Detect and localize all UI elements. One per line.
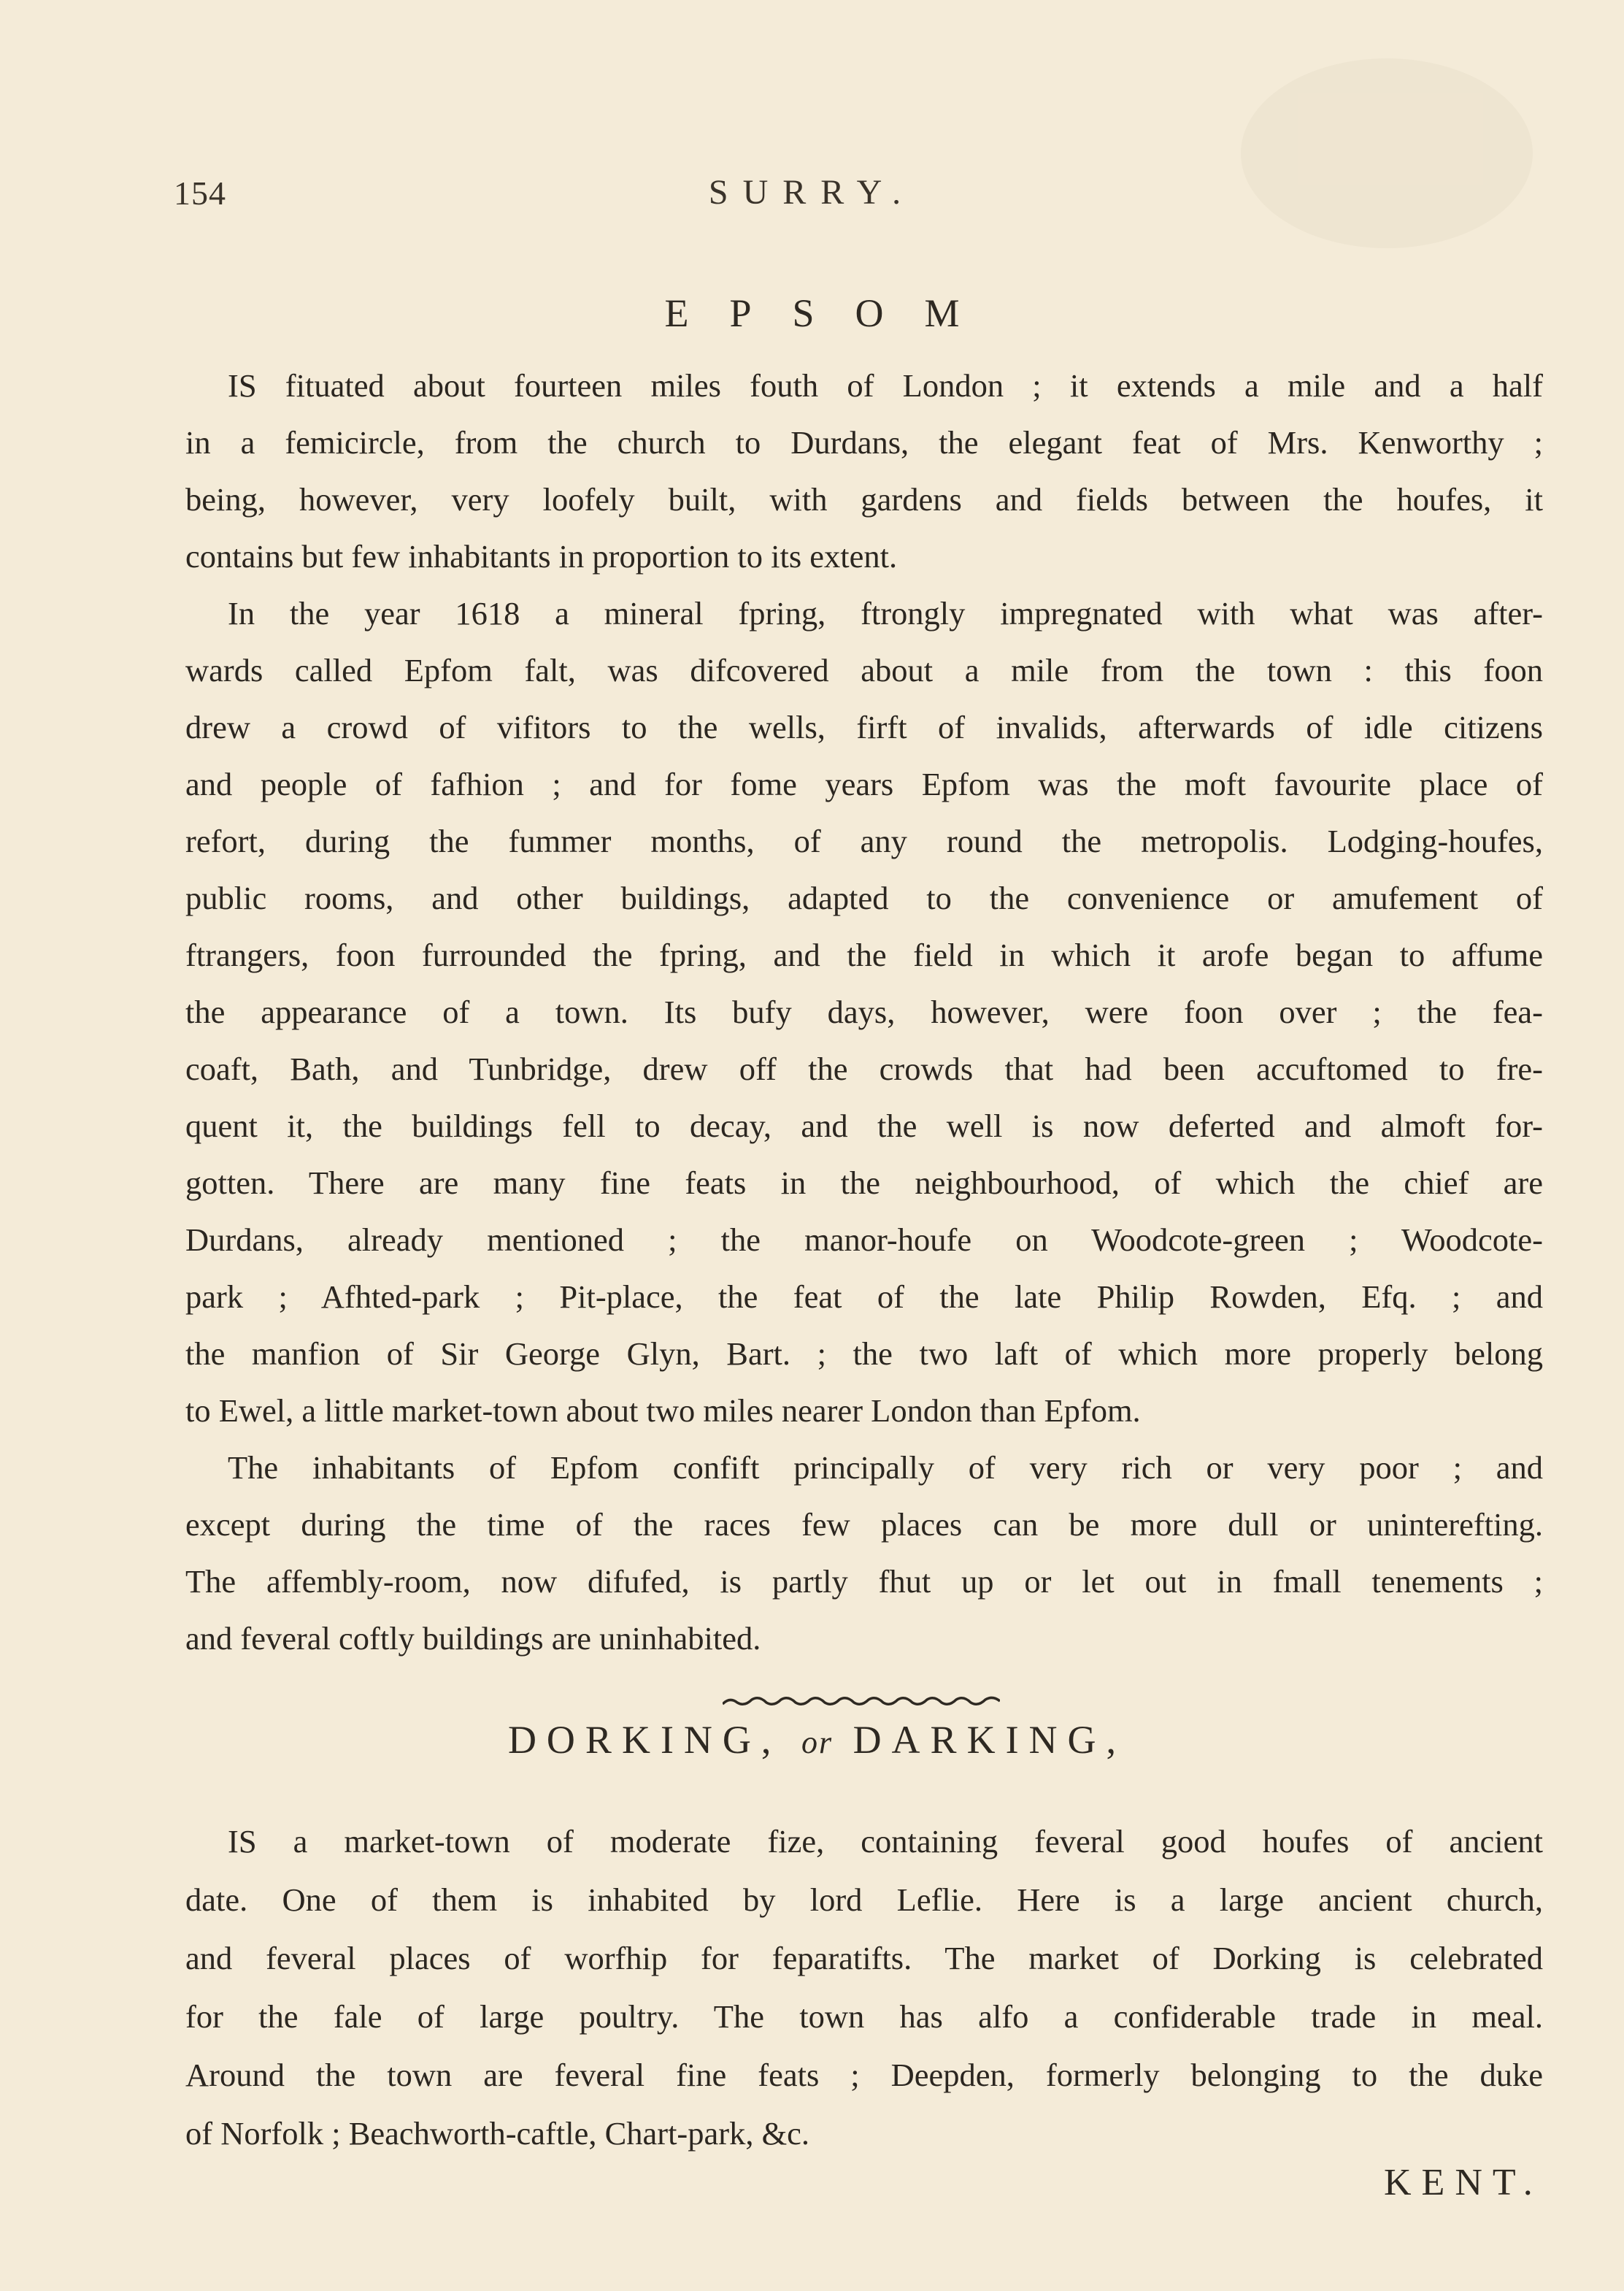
- text-line: wards called Epfom falt, was difcovered about a mile from the town : this foon: [185, 652, 1543, 688]
- text-line: in a femicircle, from the church to Durdans, the elegant feat of Mrs. Kenworthy ;: [185, 424, 1543, 461]
- text-line: Around the town are feveral fine feats ; Deepden, formerly belonging to the duke: [185, 2057, 1543, 2093]
- text-line: the manfion of Sir George Glyn, Bart. ; the two laft of which more properly belong: [185, 1335, 1543, 1372]
- text-line: the appearance of a town. Its bufy days, however, were foon over ; the fea-: [185, 994, 1543, 1030]
- text-line: IS fituated about fourteen miles fouth of London ; it extends a mile and a half: [228, 367, 1543, 404]
- text-line: coaft, Bath, and Tunbridge, drew off the crowds that had been accuftomed to fre-: [185, 1051, 1543, 1087]
- text-line: The affembly-room, now difufed, is partly fhut up or let out in fmall tenements ;: [185, 1563, 1543, 1600]
- text-line: park ; Afhted-park ; Pit-place, the feat of the late Philip Rowden, Efq. ; and: [185, 1278, 1543, 1315]
- text-line: and feveral places of worfhip for feparatifts. The market of Dorking is celebrated: [185, 1940, 1543, 1976]
- text-line: In the year 1618 a mineral fpring, ftrongly impregnated with what was after-: [228, 595, 1543, 632]
- text-line: contains but few inhabitants in proportion to its extent.: [185, 538, 898, 575]
- section-title-dorking: [0, 1717, 1624, 1762]
- text-line: ftrangers, foon furrounded the fpring, and the field in which it arofe began to affume: [185, 937, 1543, 973]
- text-line: The inhabitants of Epfom confift principally of very rich or very poor ; and: [228, 1449, 1543, 1486]
- text-line: to Ewel, a little market-town about two miles nearer London than Epfom.: [185, 1392, 1141, 1429]
- text-line: quent it, the buildings fell to decay, and the well is now deferted and almoft for-: [185, 1108, 1543, 1144]
- catchword: KENT.: [1384, 2162, 1543, 2203]
- section-divider-ornament: [723, 1695, 1000, 1707]
- section-title-epsom: EPSOM: [664, 291, 1001, 335]
- text-line: gotten. There are many fine feats in the neighbourhood, of which the chief are: [185, 1164, 1543, 1201]
- text-line: Durdans, already mentioned ; the manor-houfe on Woodcote-green ; Woodcote-: [185, 1221, 1543, 1258]
- text-line: date. One of them is inhabited by lord Leflie. Here is a large ancient church,: [185, 1881, 1543, 1918]
- title-or: or: [801, 1724, 834, 1760]
- text-line: and people of fafhion ; and for fome years Epfom was the moft favourite place of: [185, 766, 1543, 802]
- text-line: being, however, very loofely built, with gardens and fields between the houfes, it: [185, 481, 1543, 518]
- running-head: SURRY.: [708, 173, 916, 212]
- text-line: of Norfolk ; Beachworth-caftle, Chart-park, &c.: [185, 2115, 810, 2152]
- paper-stain: [1241, 58, 1533, 248]
- text-line: refort, during the fummer months, of any round the metropolis. Lodging-houfes,: [185, 823, 1543, 859]
- title-dorking-part1: DORKING,: [507, 1718, 782, 1762]
- page-number: 154: [174, 174, 226, 212]
- text-line: for the fale of large poultry. The town has alfo a confiderable trade in meal.: [185, 1998, 1543, 2035]
- text-line: drew a crowd of vifitors to the wells, firft of invalids, afterwards of idle citizens: [185, 709, 1543, 745]
- text-line: and feveral coftly buildings are uninhabited.: [185, 1620, 761, 1657]
- title-dorking-part2: DARKING,: [853, 1718, 1127, 1762]
- text-line: public rooms, and other buildings, adapted to the convenience or amufement of: [185, 880, 1543, 916]
- text-line: IS a market-town of moderate fize, containing feveral good houfes of ancient: [228, 1823, 1543, 1860]
- text-line: except during the time of the races few places can be more dull or uninterefting.: [185, 1506, 1543, 1543]
